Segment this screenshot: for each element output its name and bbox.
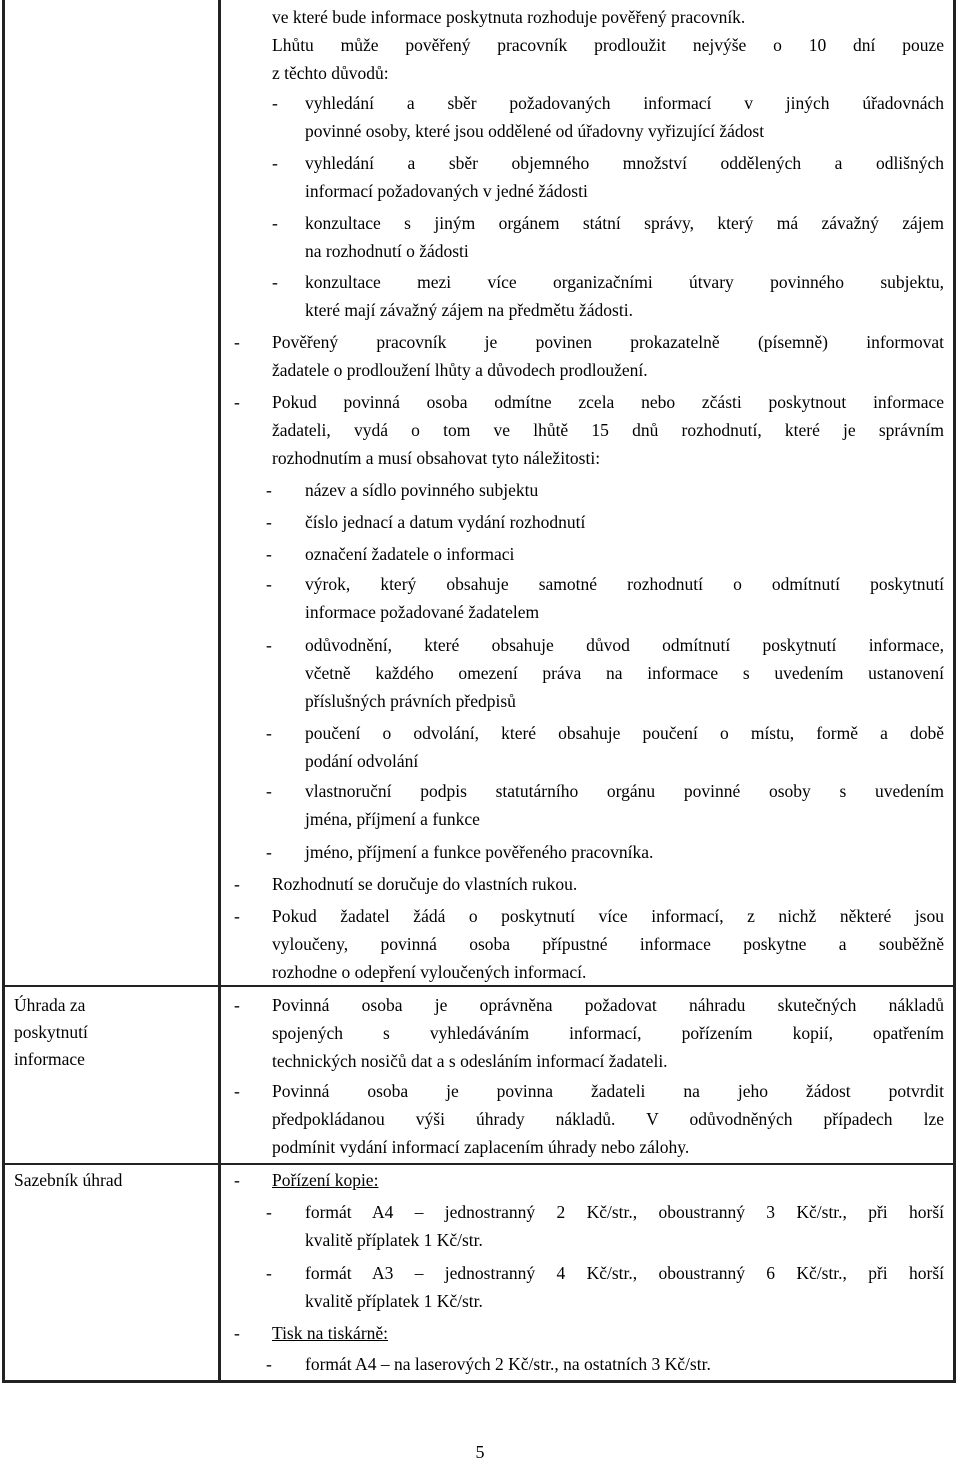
para-refuse-line: Pokud povinná osoba odmítne zcela nebo zčásti poskytnout informace — [272, 392, 944, 412]
row-label-fees: Sazebník úhrad — [14, 1170, 123, 1190]
list-dash: - — [272, 272, 278, 292]
reason-item-line: vyhledání a sběr objemného množství oddělených a odlišných — [305, 153, 944, 173]
copy-price-item-line: formát A4 – jednostranný 2 Kč/str., oboustranný 3 Kč/str., při horší — [305, 1202, 944, 1222]
intro-line: Lhůtu může pověřený pracovník prodloužit nejvýše o 10 dní pouze — [272, 35, 944, 55]
reason-item-line: povinné osoby, které jsou oddělené od úřadovny vyřizující žádost — [305, 121, 765, 141]
row-divider — [2, 1163, 956, 1165]
para-confirm-line: Povinná osoba je povinna žadateli na jeho žádost potvrdit — [272, 1081, 944, 1101]
para-costs-line: spojených s vyhledáváním informací, pořízením kopií, opatřením — [272, 1023, 944, 1043]
column-divider — [218, 0, 221, 1383]
requirement-item-line: název a sídlo povinného subjektu — [305, 480, 539, 500]
para-extend-line: žadatele o prodloužení lhůty a důvodech prodloužení. — [272, 360, 648, 380]
reason-item-line: které mají závažný zájem na předmětu žádosti. — [305, 300, 633, 320]
list-dash: - — [266, 842, 272, 862]
para-costs-line: Povinná osoba je oprávněna požadovat náhradu skutečných nákladů — [272, 995, 944, 1015]
reason-item-line: konzultace mezi více organizačními útvary povinného subjektu, — [305, 272, 944, 292]
list-dash: - — [266, 480, 272, 500]
list-dash: - — [234, 874, 240, 894]
row-label-payment: poskytnutí — [14, 1022, 88, 1042]
print-price-item-line: formát A4 – na laserových 2 Kč/str., na ostatních 3 Kč/str. — [305, 1354, 711, 1374]
requirement-item-line: číslo jednací a datum vydání rozhodnutí — [305, 512, 586, 532]
copy-heading: Pořízení kopie: — [272, 1170, 379, 1190]
para-partial-line: Pokud žadatel žádá o poskytnutí více informací, z nichž některé jsou — [272, 906, 944, 926]
intro-line: ve které bude informace poskytnuta rozhoduje pověřený pracovník. — [272, 7, 746, 27]
para-refuse-line: rozhodnutím a musí obsahovat tyto náležitosti: — [272, 448, 601, 468]
list-dash: - — [266, 512, 272, 532]
print-heading: Tisk na tiskárně: — [272, 1323, 389, 1343]
para-refuse-line: žadateli, vydá o tom ve lhůtě 15 dnů rozhodnutí, které je správním — [272, 420, 944, 440]
requirement-item-line: jméno, příjmení a funkce pověřeného pracovníka. — [305, 842, 654, 862]
requirement-item-line: jména, příjmení a funkce — [305, 809, 480, 829]
list-dash: - — [266, 781, 272, 801]
list-dash: - — [266, 1263, 272, 1283]
list-dash: - — [234, 995, 240, 1015]
list-dash: - — [266, 635, 272, 655]
requirement-item-line: vlastnoruční podpis statutárního orgánu povinné osoby s uvedením — [305, 781, 944, 801]
list-dash: - — [272, 153, 278, 173]
list-dash: - — [234, 1170, 240, 1190]
para-confirm-line: předpokládanou výši úhrady nákladů. V odůvodněných případech lze — [272, 1109, 944, 1129]
reason-item-line: konzultace s jiným orgánem státní správy, který má závažný zájem — [305, 213, 944, 233]
list-dash: - — [272, 93, 278, 113]
list-dash: - — [234, 392, 240, 412]
reason-item-line: informací požadovaných v jedné žádosti — [305, 181, 588, 201]
reason-item-line: vyhledání a sběr požadovaných informací v jiných úřadovnách — [305, 93, 944, 113]
requirement-item-line: výrok, který obsahuje samotné rozhodnutí o odmítnutí poskytnutí — [305, 574, 944, 594]
page-number: 5 — [475, 1442, 485, 1462]
row-label-payment: Úhrada za — [14, 995, 86, 1015]
list-dash: - — [266, 1354, 272, 1374]
list-dash: - — [266, 723, 272, 743]
list-dash: - — [272, 213, 278, 233]
list-dash: - — [234, 906, 240, 926]
requirement-item-line: včetně každého omezení práva na informace s uvedením ustanovení — [305, 663, 944, 683]
requirement-item-line: příslušných právních předpisů — [305, 691, 516, 711]
requirement-item-line: podání odvolání — [305, 751, 419, 771]
list-dash: - — [266, 1202, 272, 1222]
requirement-item-line: poučení o odvolání, které obsahuje poučení o místu, formě a době — [305, 723, 944, 743]
para-extend-line: Pověřený pracovník je povinen prokazatelně (písemně) informovat — [272, 332, 944, 352]
list-dash: - — [266, 574, 272, 594]
para-partial-line: rozhodne o odepření vyloučených informací. — [272, 962, 587, 982]
copy-price-item-line: kvalitě příplatek 1 Kč/str. — [305, 1230, 483, 1250]
requirement-item-line: informace požadované žadatelem — [305, 602, 540, 622]
list-dash: - — [234, 332, 240, 352]
copy-price-item-line: kvalitě příplatek 1 Kč/str. — [305, 1291, 483, 1311]
reason-item-line: na rozhodnutí o žádosti — [305, 241, 469, 261]
copy-price-item-line: formát A3 – jednostranný 4 Kč/str., oboustranný 6 Kč/str., při horší — [305, 1263, 944, 1283]
para-confirm-line: podmínit vydání informací zaplacením úhrady nebo zálohy. — [272, 1137, 690, 1157]
requirement-item-line: označení žadatele o informaci — [305, 544, 515, 564]
requirement-item-line: odůvodnění, které obsahuje důvod odmítnutí poskytnutí informace, — [305, 635, 944, 655]
para-partial-line: vyloučeny, povinná osoba přípustné informace poskytne a souběžně — [272, 934, 944, 954]
row-label-payment: informace — [14, 1049, 85, 1069]
para-costs-line: technických nosičů dat a s odesláním informací žadateli. — [272, 1051, 668, 1071]
list-dash: - — [234, 1081, 240, 1101]
list-dash: - — [266, 544, 272, 564]
list-dash: - — [234, 1323, 240, 1343]
para-delivery-line: Rozhodnutí se doručuje do vlastních rukou. — [272, 874, 578, 894]
intro-line: z těchto důvodů: — [272, 63, 389, 83]
